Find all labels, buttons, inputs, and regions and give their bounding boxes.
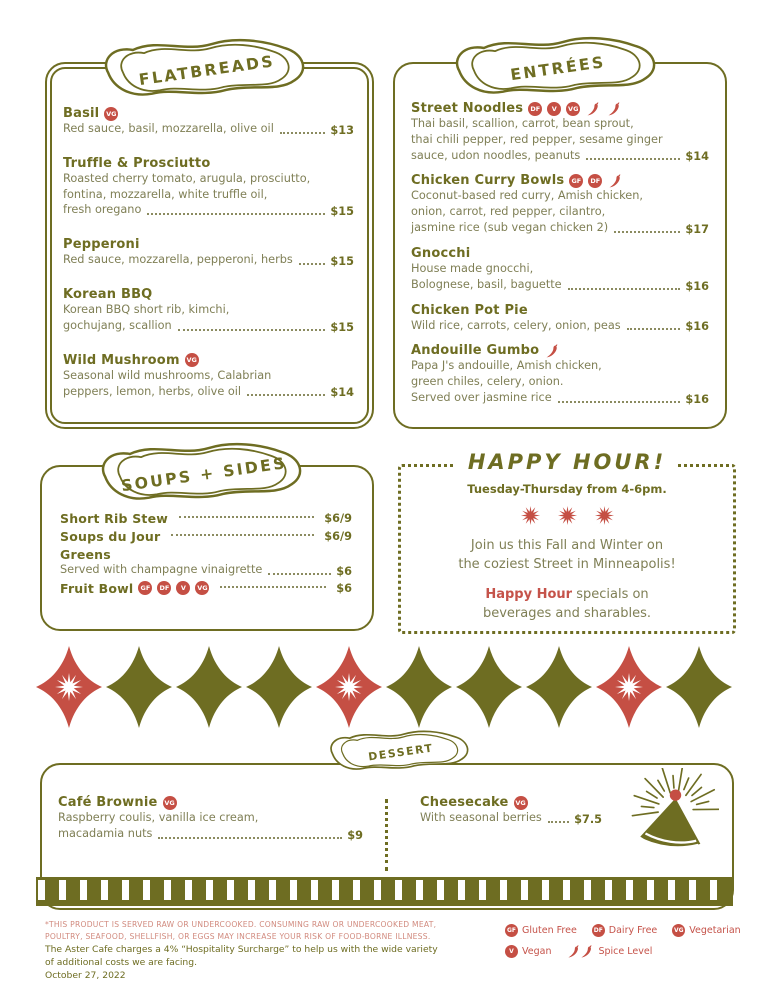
item-name: Café Brownie — [58, 795, 158, 810]
diamond-red — [596, 646, 662, 728]
menu-item — [411, 246, 709, 293]
item-price: $6 — [336, 581, 352, 595]
chili-pepper-icon — [543, 343, 562, 359]
happy-hour-promo — [401, 586, 733, 624]
item-name: Gnocchi — [411, 245, 471, 261]
striped-band-decoration — [36, 877, 733, 906]
menu-item — [63, 287, 354, 334]
dotted-leader — [268, 573, 331, 575]
dietary-legend — [505, 924, 741, 966]
svg-text:ENTRÉES: ENTRÉES — [509, 52, 607, 85]
starburst-icon — [520, 505, 541, 526]
item-price: $6 — [336, 564, 352, 578]
diamond-olive — [246, 646, 312, 728]
item-description-line: sauce, udon noodles, peanuts — [411, 148, 581, 162]
cheesecake-illustration — [603, 768, 719, 872]
item-description-line: Coconut-based red curry, Amish chicken, — [411, 189, 643, 203]
legend-row — [505, 945, 741, 958]
item-price: $14 — [685, 150, 709, 164]
menu-item — [63, 353, 354, 400]
dotted-leader — [147, 213, 325, 215]
badge-vg-icon: VG — [185, 353, 199, 367]
svg-text:FLATBREADS: FLATBREADS — [137, 51, 277, 90]
flatbreads-ribbon-banner — [93, 31, 321, 111]
dotted-leader — [220, 586, 326, 588]
item-price: $14 — [330, 386, 354, 400]
badge-v-icon: V — [505, 945, 518, 958]
starburst-icons — [401, 505, 733, 526]
legend-item — [505, 945, 551, 958]
menu-date: October 27, 2022 — [45, 969, 126, 981]
dotted-leader — [548, 821, 569, 823]
item-name: Fruit Bowl — [60, 580, 134, 596]
entrees-item-list — [395, 64, 725, 406]
legend-label: Gluten Free — [522, 925, 577, 936]
menu-item — [60, 581, 352, 596]
item-description-line: peppers, lemon, herbs, olive oil — [63, 384, 242, 398]
legend-label: Vegan — [522, 946, 552, 957]
diamond-olive — [666, 646, 732, 728]
menu-item — [411, 343, 709, 405]
item-name: Andouille Gumbo — [411, 343, 540, 359]
item-price: $6/9 — [324, 512, 352, 525]
item-name: Truffle & Prosciutto — [63, 155, 211, 171]
item-name: Chicken Curry Bowls — [411, 173, 565, 189]
legend-label: Spice Level — [598, 946, 653, 957]
happy-hour-promo-highlight: Happy Hour — [485, 586, 573, 602]
item-price: $15 — [330, 205, 354, 219]
flatbreads-section-card — [45, 62, 374, 429]
legend-label: Vegetarian — [689, 925, 741, 936]
happy-hour-title: HAPPY HOUR! — [456, 450, 678, 474]
legend-item — [672, 924, 740, 937]
diamond-olive — [456, 646, 522, 728]
happy-hour-message-line: Join us this Fall and Winter on — [470, 538, 664, 553]
item-price: $15 — [330, 320, 354, 334]
menu-item — [60, 529, 352, 544]
dotted-leader — [586, 158, 680, 160]
badge-gf-icon: GF — [505, 924, 518, 937]
item-price: $17 — [685, 222, 709, 236]
badge-gf-icon: GF — [569, 174, 583, 188]
menu-item — [60, 547, 352, 578]
happy-hour-message-line: the coziest Street in Minneapolis! — [458, 556, 676, 572]
item-price: $16 — [685, 279, 709, 293]
diamond-olive — [386, 646, 452, 728]
ribbon-shape — [444, 29, 672, 109]
item-description-line: jasmine rice (sub vegan chicken 2) — [411, 221, 609, 235]
dessert-ribbon-banner — [322, 725, 480, 780]
ribbon-shape — [90, 435, 318, 515]
legend-item — [566, 946, 652, 957]
item-name: Pepperoni — [63, 237, 140, 253]
surcharge-line: of additional costs we are facing. — [45, 956, 198, 968]
legend-item — [592, 924, 657, 937]
item-description-line: Served with champagne vinaigrette — [60, 563, 263, 576]
item-price: $6/9 — [324, 530, 352, 543]
diamond-red — [36, 646, 102, 728]
item-name: Cheesecake — [420, 795, 509, 810]
item-description-line: gochujang, scallion — [63, 318, 172, 332]
menu-item — [63, 156, 354, 218]
happy-hour-panel — [398, 450, 736, 634]
item-price: $16 — [685, 392, 709, 406]
badge-vg-icon: VG — [514, 796, 528, 810]
item-description-line: Papa J's andouille, Amish chicken, — [411, 359, 602, 373]
surcharge-line: The Aster Cafe charges a 4% “Hospitality Surcharge” to help us with the wide variety — [45, 943, 438, 955]
item-description-line: Served over jasmine rice — [411, 390, 552, 404]
dotted-leader — [614, 231, 680, 233]
ribbon-shape — [93, 31, 321, 111]
item-name: Chicken Pot Pie — [411, 302, 528, 318]
dotted-leader — [558, 401, 681, 403]
diamond-olive — [526, 646, 592, 728]
badge-v-icon: V — [176, 581, 190, 595]
flatbreads-item-list — [47, 64, 372, 399]
item-name: Basil — [63, 106, 100, 121]
dotted-leader — [171, 534, 314, 536]
badge-gf-icon: GF — [138, 581, 152, 595]
badge-df-icon: DF — [588, 174, 602, 188]
item-description-line: thai chili pepper, red pepper, sesame ginger — [411, 132, 663, 146]
cherry-icon — [670, 789, 681, 800]
happy-hour-promo-rest: specials on — [572, 586, 649, 602]
dessert-left-item-list — [58, 795, 363, 854]
dotted-leader — [299, 263, 326, 265]
item-name: Wild Mushroom — [63, 352, 180, 368]
disclaimer-line: *THIS PRODUCT IS SERVED RAW OR UNDERCOOKED. CONSUMING RAW OR UNDERCOOKED MEAT, — [45, 920, 437, 929]
happy-hour-promo-line2: beverages and sharables. — [482, 605, 652, 621]
item-description-line: fresh oregano — [63, 203, 142, 217]
item-description-line: Red sauce, mozzarella, pepperoni, herbs — [63, 253, 293, 267]
menu-item — [411, 173, 709, 235]
happy-hour-message — [401, 537, 733, 575]
svg-text:DESSERT: DESSERT — [367, 741, 435, 764]
dotted-leader — [568, 288, 681, 290]
badge-vg-icon: VG — [566, 102, 580, 116]
dessert-right-item-list — [420, 795, 602, 838]
dessert-column-divider — [385, 799, 388, 871]
item-description-line: With seasonal berries — [420, 811, 542, 824]
dotted-leader — [280, 132, 326, 134]
starburst-icon — [594, 505, 615, 526]
disclaimer-line: POULTRY, SEAFOOD, SHELLFISH, OR EGGS MAY INCREASE YOUR RISK OF FOOD-BORNE ILLNESS. — [45, 931, 431, 941]
item-price: $16 — [685, 320, 709, 334]
menu-item — [411, 101, 709, 163]
item-description-line: Bolognese, basil, baguette — [411, 277, 562, 291]
item-name: Soups du Jour — [60, 529, 161, 544]
item-price: $9 — [347, 828, 363, 842]
entrees-section-card — [393, 62, 727, 429]
dotted-leader — [179, 516, 314, 518]
badge-df-icon: DF — [592, 924, 605, 937]
dotted-leader — [158, 837, 342, 839]
happy-hour-schedule: Tuesday-Thursday from 4-6pm. — [467, 482, 667, 496]
legend-item — [505, 924, 577, 937]
item-description-line: Korean BBQ short rib, kimchi, — [63, 303, 230, 317]
diamond-olive — [176, 646, 242, 728]
dotted-leader — [178, 329, 326, 331]
ribbon-shape — [322, 725, 480, 780]
badge-vg-icon: VG — [672, 924, 685, 937]
dotted-leader — [247, 394, 325, 396]
badge-vg-icon: VG — [104, 107, 118, 121]
badge-vg-icon: VG — [195, 581, 209, 595]
menu-item — [420, 795, 602, 826]
diamond-olive — [106, 646, 172, 728]
badge-vg-icon: VG — [163, 796, 177, 810]
item-description-line: Red sauce, basil, mozzarella, olive oil — [63, 122, 274, 135]
item-name: Korean BBQ — [63, 287, 153, 303]
item-price: $7.5 — [574, 812, 602, 826]
svg-text:SOUPS + SIDES: SOUPS + SIDES — [119, 453, 288, 496]
item-name: Short Rib Stew — [60, 511, 168, 526]
badge-df-icon: DF — [157, 581, 171, 595]
item-description-line: fontina, mozzarella, white truffle oil, — [63, 187, 268, 201]
starburst-icon — [557, 505, 578, 526]
item-description-line: House made gnocchi, — [411, 261, 534, 275]
dotted-leader — [627, 328, 681, 330]
item-description-line: onion, carrot, red pepper, cilantro, — [411, 205, 606, 219]
item-description-line: Thai basil, scallion, carrot, bean sprout, — [411, 117, 634, 130]
item-price: $15 — [330, 255, 354, 269]
diamond-red — [316, 646, 382, 728]
menu-item — [58, 795, 363, 842]
menu-item — [411, 303, 709, 334]
badge-v-icon: V — [547, 102, 561, 116]
item-name: Greens — [60, 547, 111, 562]
legend-label: Dairy Free — [608, 925, 658, 936]
item-description-line: Roasted cherry tomato, arugula, prosciutto, — [63, 171, 311, 185]
item-description-line: Wild rice, carrots, celery, onion, peas — [411, 318, 621, 332]
item-description-line: Raspberry coulis, vanilla ice cream, — [58, 811, 259, 824]
menu-item — [63, 237, 354, 268]
chili-pepper-icon — [578, 944, 596, 959]
badge-df-icon: DF — [528, 102, 542, 116]
item-description-line: green chiles, celery, onion. — [411, 375, 564, 389]
legend-row — [505, 924, 741, 937]
chili-pepper-icon — [606, 173, 625, 189]
item-name: Street Noodles — [411, 101, 524, 116]
item-description-line: macadamia nuts — [58, 826, 153, 840]
fine-print — [45, 919, 485, 981]
soups-sides-ribbon-banner — [90, 435, 318, 515]
entrees-ribbon-banner — [444, 29, 672, 109]
item-description-line: Seasonal wild mushrooms, Calabrian — [63, 368, 272, 382]
item-price: $13 — [330, 123, 354, 137]
diamond-divider — [34, 645, 734, 729]
